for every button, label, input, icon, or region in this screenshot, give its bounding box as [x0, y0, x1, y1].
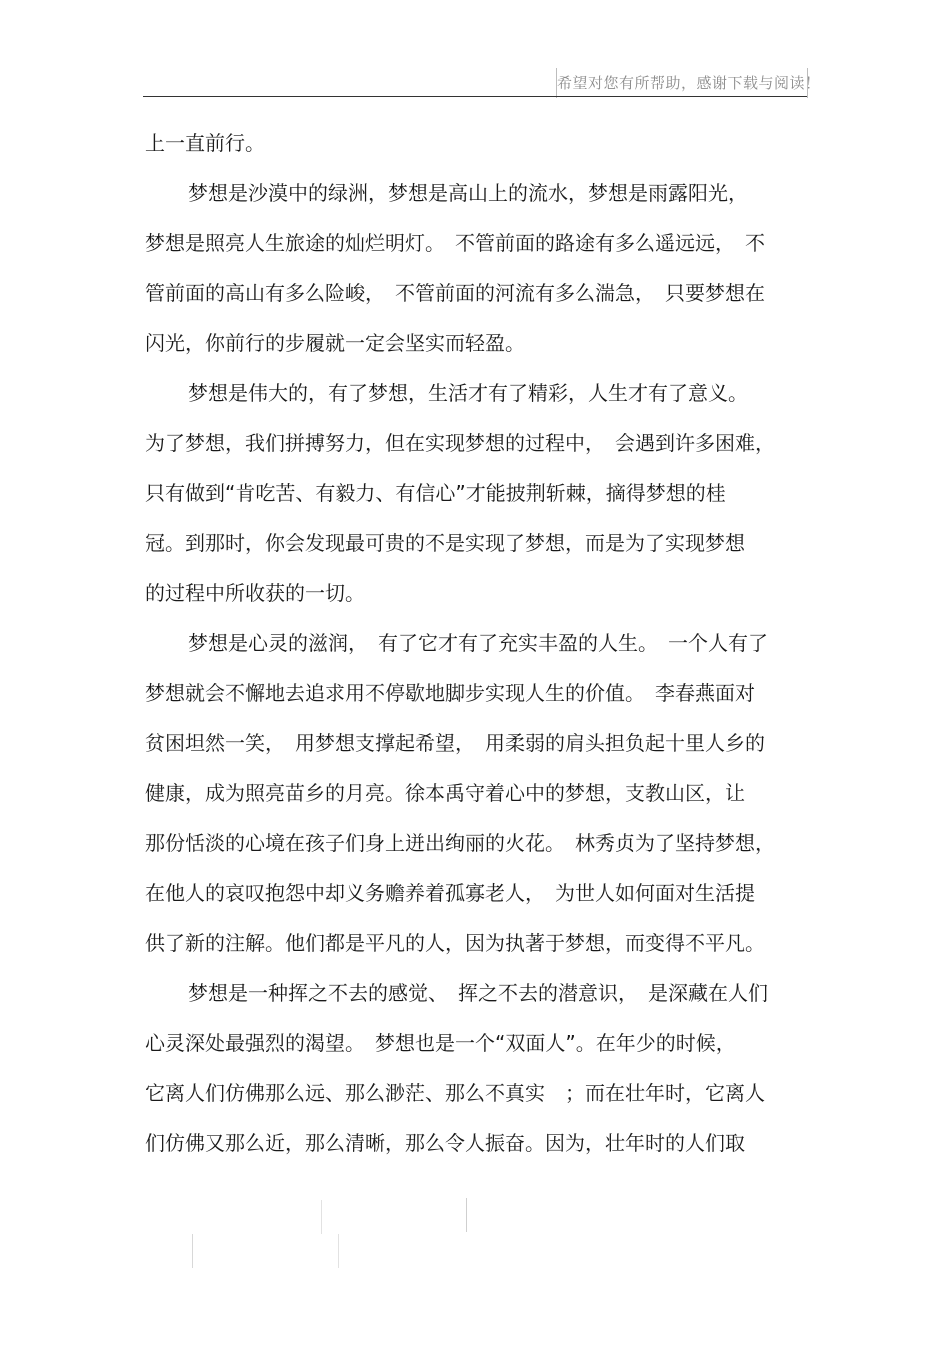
- scan-mark: [192, 1234, 193, 1268]
- text-line: 在他人的哀叹抱怨中却义务赡养着孤寡老人， 为世人如何面对生活提: [145, 881, 755, 905]
- text-line: 心灵深处最强烈的渴望。 梦想也是一个“双面人”。在年少的时候，: [145, 1031, 736, 1055]
- text-line: 为了梦想，我们拼搏努力，但在实现梦想的过程中， 会遇到许多困难，: [145, 431, 775, 455]
- header-note: 希望对您有所帮助，感谢下载与阅读！: [556, 68, 808, 98]
- text-line: 贫困坦然一笑， 用梦想支撑起希望， 用柔弱的肩头担负起十里人乡的: [145, 731, 765, 755]
- text-line: 上一直前行。: [145, 131, 265, 155]
- text-line: 梦想是照亮人生旅途的灿烂明灯。 不管前面的路途有多么遥远远， 不: [145, 231, 765, 255]
- text-line: 们仿佛又那么近，那么清晰，那么令人振奋。因为，壮年时的人们取: [145, 1131, 745, 1155]
- text-line: 梦想是一种挥之不去的感觉、 挥之不去的潜意识， 是深藏在人们: [188, 981, 768, 1005]
- text-line: 管前面的高山有多么险峻， 不管前面的河流有多么湍急， 只要梦想在: [145, 281, 765, 305]
- scan-mark: [466, 1198, 467, 1232]
- text-line: 梦想是伟大的，有了梦想，生活才有了精彩，人生才有了意义。: [188, 381, 748, 405]
- header-rule: [143, 96, 807, 97]
- text-line: 的过程中所收获的一切。: [145, 581, 365, 605]
- text-line: 只有做到“肯吃苦、有毅力、有信心”才能披荆斩棘，摘得梦想的桂: [145, 481, 726, 505]
- text-line: 冠。到那时，你会发现最可贵的不是实现了梦想，而是为了实现梦想: [145, 531, 745, 555]
- text-line: 供了新的注解。他们都是平凡的人，因为执著于梦想，而变得不平凡。: [145, 931, 765, 955]
- text-line: 梦想就会不懈地去追求用不停歇地脚步实现人生的价值。 李春燕面对: [145, 681, 755, 705]
- text-line: 健康，成为照亮苗乡的月亮。徐本禹守着心中的梦想，支教山区，让: [145, 781, 745, 805]
- scan-mark: [321, 1200, 322, 1234]
- text-line: 闪光，你前行的步履就一定会坚实而轻盈。: [145, 331, 525, 355]
- text-line: 它离人们仿佛那么远、那么渺茫、那么不真实 ；而在壮年时，它离人: [145, 1081, 765, 1105]
- text-line: 那份恬淡的心境在孩子们身上迸出绚丽的火花。 林秀贞为了坚持梦想，: [145, 831, 775, 855]
- text-line: 梦想是心灵的滋润， 有了它才有了充实丰盈的人生。 一个人有了: [188, 631, 768, 655]
- text-line: 梦想是沙漠中的绿洲，梦想是高山上的流水，梦想是雨露阳光，: [188, 181, 748, 205]
- scan-mark: [338, 1234, 339, 1268]
